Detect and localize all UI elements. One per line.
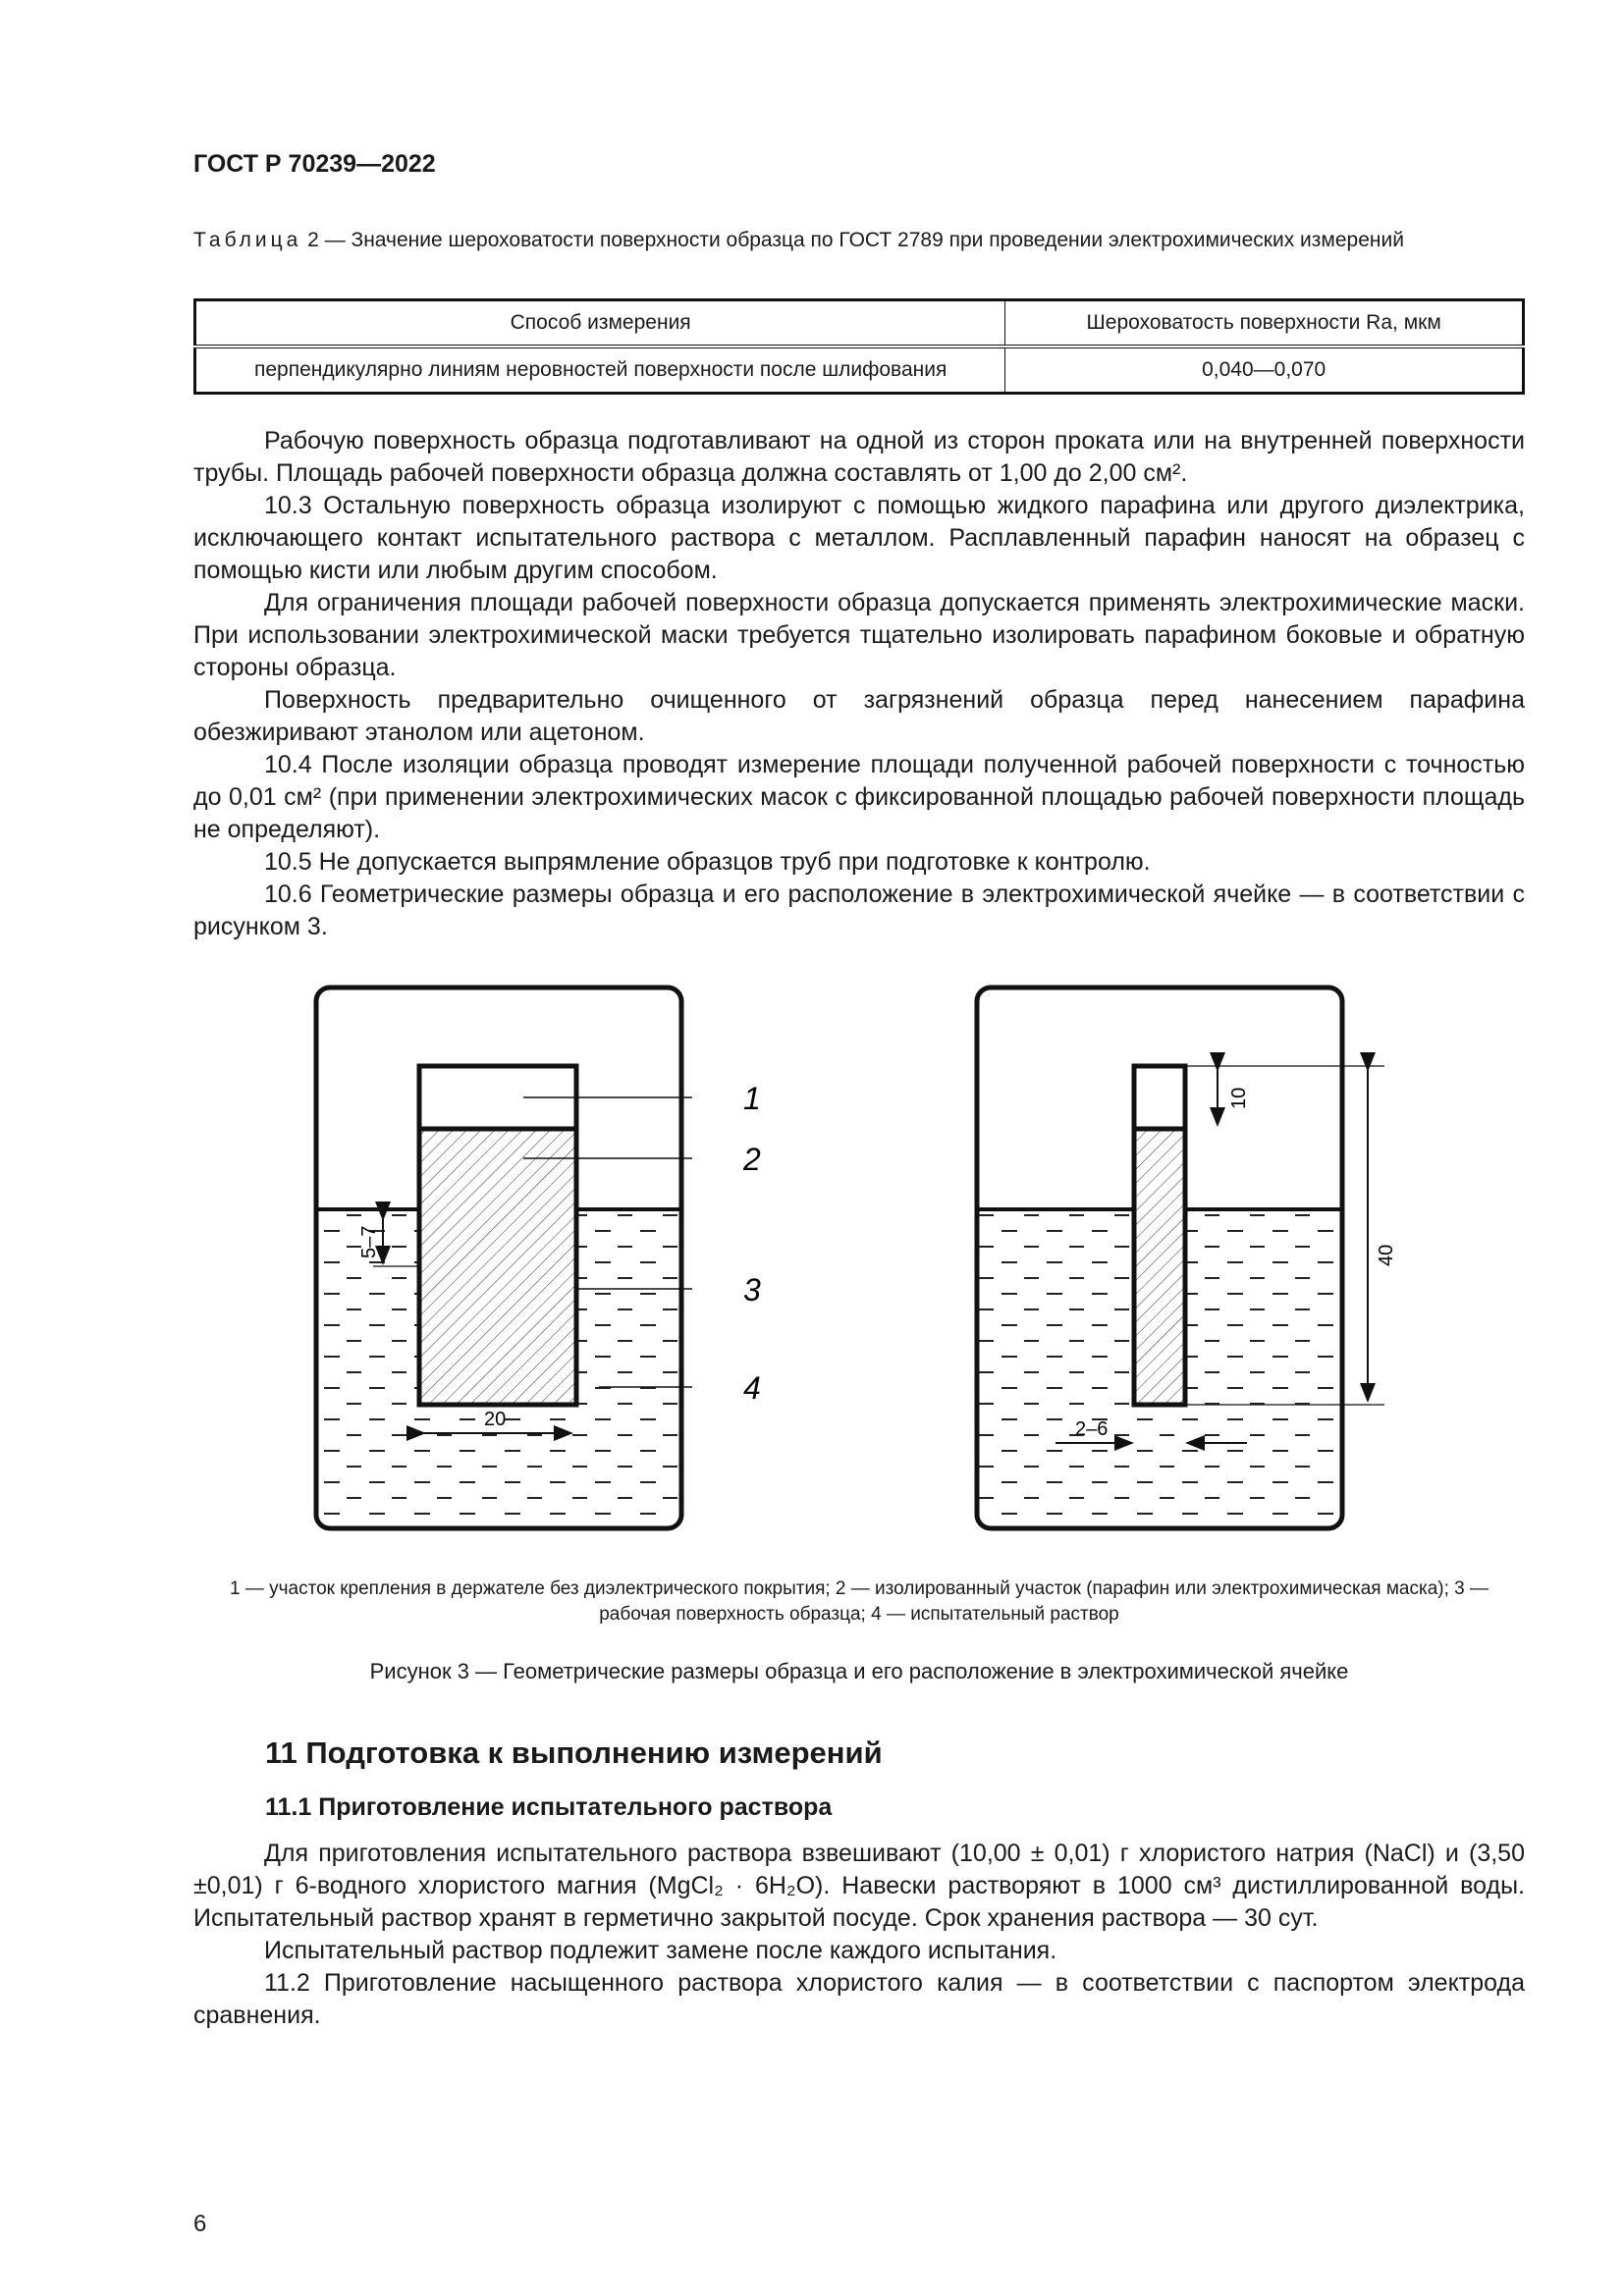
svg-text:40: 40 [1376, 1244, 1397, 1266]
svg-text:5–7: 5–7 [358, 1225, 380, 1258]
paragraph: Испытательный раствор подлежит замене после каждого испытания. [264, 1937, 1057, 1964]
body-text [193, 425, 1525, 943]
svg-text:1: 1 [743, 1081, 761, 1116]
roughness-table [193, 298, 1525, 395]
paragraph: Для ограничения площади рабочей поверхности образца допускается применять электрохимические маски. При использовании электрохимической маски требуется тщательно изолировать парафином боковые и обратную стороны образца. [193, 589, 1525, 681]
col-header: Способ измерения [195, 300, 1005, 347]
svg-text:3: 3 [743, 1272, 761, 1308]
figure-3-diagram [0, 972, 1624, 1561]
svg-text:2–6: 2–6 [1075, 1418, 1109, 1440]
paragraph: 10.6 Геометрические размеры образца и его расположение в электрохимической ячейке — в соответствии с рисунком 3. [193, 881, 1525, 940]
table-cell: перпендикулярно линиям неровностей поверхности после шлифования [195, 347, 1005, 394]
caption-text: 2 — Значение шероховатости поверхности образца по ГОСТ 2789 при проведении электрохимических измерений [301, 229, 1404, 251]
paragraph: Для приготовления испытательного раствора взвешивают (10,00 ± 0,01) г хлористого натрия (NaCl) и (3,50 ±0,01) г 6-водного хлористого магния (MgCl₂ · 6H₂O). Навески растворяют в 1000 см³ дистиллированной воды. Испытательный раствор хранят в герметично закрытой посуде. Срок хранения раствора — 30 сут. [193, 1840, 1525, 1932]
subsection-heading: 11.1 Приготовление испытательного раствора [265, 1793, 833, 1821]
svg-text:20: 20 [484, 1409, 507, 1430]
svg-text:10: 10 [1228, 1087, 1250, 1109]
figure-legend: 1 — участок крепления в держателе без диэлектрического покрытия; 2 — изолированный участок (парафин или электрохимическая маска); 3 — рабочая поверхность образца; 4 — испытательный раствор [229, 1578, 1489, 1625]
paragraph: 10.3 Остальную поверхность образца изолируют с помощью жидкого парафина или другого диэлектрика, исключающего контакт испытательного раствора с металлом. Расплавленный парафин наносят на образец с помощью кисти или любым другим способом. [193, 492, 1525, 584]
table-cell: 0,040—0,070 [1005, 347, 1524, 394]
paragraph: 11.2 Приготовление насыщенного раствора хлористого калия — в соответствии с паспортом электрода сравнения. [193, 1969, 1525, 2029]
paragraph: Рабочую поверхность образца подготавливают на одной из сторон проката или на внутренней поверхности трубы. Площадь рабочей поверхности образца должна составлять от 1,00 до 2,00 см². [193, 427, 1525, 487]
paragraph: Поверхность предварительно очищенного от загрязнений образца перед нанесением парафина обезжиривают этанолом или ацетоном. [193, 686, 1525, 746]
svg-text:2: 2 [743, 1142, 761, 1177]
paragraph: 10.4 После изоляции образца проводят измерение площади полученной рабочей поверхности с точностью до 0,01 см² (при применении электрохимических масок с фиксированной площадью рабочей поверхности площадь не определяют). [193, 751, 1525, 843]
section-heading: 11 Подготовка к выполнению измерений [265, 1735, 883, 1770]
caption-prefix: Таблица [193, 229, 302, 251]
figure-caption: Рисунок 3 — Геометрические размеры образца и его расположение в электрохимической ячейке [369, 1659, 1349, 1683]
col-header: Шероховатость поверхности Ra, мкм [1005, 300, 1524, 347]
right-cell [977, 988, 1397, 1528]
left-cell [316, 988, 761, 1528]
table-caption [193, 226, 1525, 255]
page-number: 6 [193, 2211, 207, 2237]
paragraph: 10.5 Не допускается выпрямление образцов труб при подготовке к контролю. [264, 848, 1151, 876]
document-id: ГОСТ Р 70239—2022 [193, 150, 436, 178]
section-body [193, 1838, 1525, 2032]
svg-text:4: 4 [743, 1370, 761, 1406]
